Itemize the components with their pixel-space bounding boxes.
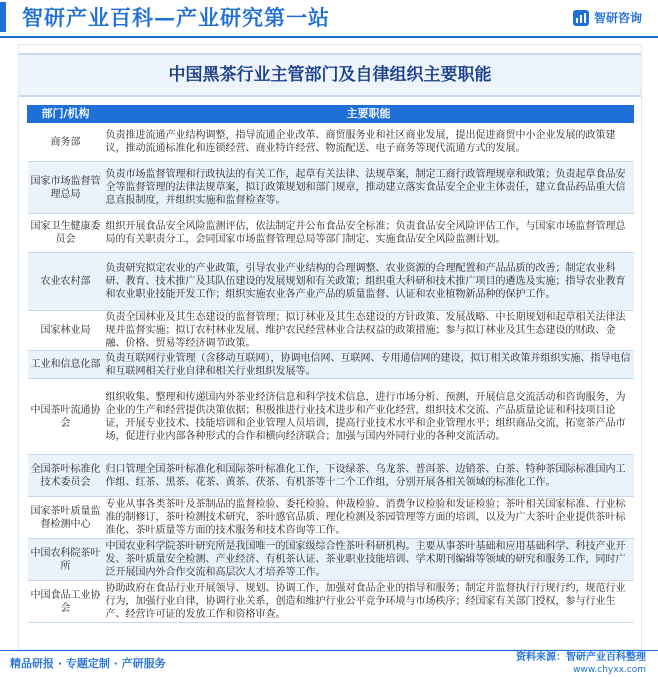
- column-header-duty: 主要职能: [104, 106, 634, 123]
- footer-source: 资料来源：智研产业百科整理: [516, 652, 646, 663]
- brand-logo[interactable]: [572, 8, 642, 28]
- column-header-dept: 部门/机构: [28, 106, 104, 123]
- dept-cell: 国家市场监督管理总局: [28, 162, 104, 214]
- duty-cell: 专业从事各类茶叶及茶制品的监督检验、委托检验、仲裁检验、消费争议检验和发证检验；茶叶相关国家标准、行业标准的制修订，茶叶检测技术研究，茶叶感官品质、理化检测及茶园管理等方面的培训，以及为广大茶叶企业提供茶叶标准化、茶叶质量等方面的技术服务和技术咨询等工作。: [104, 497, 634, 539]
- brand-name: 智研咨询: [593, 11, 642, 25]
- duty-cell: 负责推进流通产业结构调整，指导流通企业改革、商贸服务业和社区商业发展，提出促进商贸中小企业发展的政策建议，推动流通标准化和连锁经营、商业特许经营、物流配送、电子商务等现代流通方式的发展。: [104, 123, 634, 162]
- duty-cell: 负责互联网行业管理（含移动互联网），协调电信网、互联网、专用通信网的建设，拟订相关政策并组织实施、指导电信和互联网相关行业自律和相关行业组织发展等。: [104, 351, 634, 379]
- card-title: 中国黑茶行业主管部门及自律组织主要职能: [19, 53, 641, 97]
- dept-cell: 国家林业局: [28, 311, 104, 351]
- table-row: [28, 581, 634, 623]
- dept-cell: 农业农村部: [28, 253, 104, 311]
- header-title: 智研产业百科—产业研究第一站: [22, 5, 330, 30]
- table-row: [28, 497, 634, 539]
- table-row: [28, 455, 634, 497]
- footer-services: 精品研报 · 专题定制 · 产研服务: [10, 657, 166, 670]
- dept-cell: 国家茶叶质量监督检测中心: [28, 497, 104, 539]
- content-card: [18, 44, 642, 650]
- table-row: [28, 539, 634, 581]
- duty-cell: 中国农业科学院茶叶研究所是我国唯一的国家级综合性茶叶科研机构。主要从事茶叶基础和应用基础科学、科技产业开发、茶叶质量安全检测、产业经济、有机茶认证、茶业职业技能培训、学术期刊编辑等领域的研究和服务工作，同时广泛开展国内外合作交流和高层次人才培养等工作。: [104, 539, 634, 581]
- duty-cell: 组织开展食品安全风险监测评估，依法制定并公布食品安全标准；负责食品安全风险评估工作，与国家市场监督管理总局的有关职责分工，会同国家市场监督管理总局等部门制定、实施食品安全风险监测计划。: [104, 214, 634, 253]
- page-footer: [0, 650, 658, 677]
- dept-cell: 商务部: [28, 123, 104, 162]
- dept-cell: 中国农科院茶叶所: [28, 539, 104, 581]
- table-row: [28, 351, 634, 379]
- dept-cell: 工业和信息化部: [28, 351, 104, 379]
- table-row: [28, 123, 634, 162]
- table-row: [28, 162, 634, 214]
- duty-cell: 负责研究拟定农业的产业政策，引导农业产业结构的合理调整、农业资源的合理配置和产品品质的改善；制定农业科研、教育、技术推广及其队伍建设的发展规划和有关政策；组织重大科研和技术推广项目的遴选及实施；指导农业教育和农业职业技能开发工作；组织实施农业各产业产品的质量监督、认证和农业植物新品种的保护工作。: [104, 253, 634, 311]
- table-row: [28, 379, 634, 455]
- duty-table: [27, 105, 634, 623]
- header-divider: [0, 36, 658, 38]
- dept-cell: 中国食品工业协会: [28, 581, 104, 623]
- duty-cell: 负责全国林业及其生态建设的监督管理；拟订林业及其生态建设的方针政策、发展战略、中长期规划和起草相关法律法规并监督实施；拟订农村林业发展、维护农民经营林业合法权益的政策措施；参与拟订林业及其生态建设的财政、金融、价格、贸易等经济调节政策。: [104, 311, 634, 351]
- page-header: [0, 0, 658, 38]
- header-accent-bar: [0, 2, 6, 32]
- dept-cell: 中国茶叶流通协会: [28, 379, 104, 455]
- duty-cell: 协助政府在食品行业开展领导、规划、协调工作，加强对食品企业的指导和服务；制定并监督执行行规行约，规范行业行为，加强行业自律，协调行业关系，创造和维护行业公平竞争环境与市场秩序；经国家有关部门授权，参与行业生产、经营许可证的发放工作和资格审查。: [104, 581, 634, 623]
- dept-cell: 全国茶叶标准化技术委员会: [28, 455, 104, 497]
- table-row: [28, 253, 634, 311]
- table-row: [28, 311, 634, 351]
- duty-cell: 组织收集、整理和传递国内外茶业经济信息和科学技术信息，进行市场分析、预测，开展信息交流活动和咨询服务，为企业的生产和经营提供决策依据；积极推进行业技术进步和产业化经营，组织技术交流、产品质量论证和科技项目论证，开展专业技术、技能培训和企业管理人员培训，提高行业技术水平和企业管理水平；组织商品交流，拓宽茶产品市场，促进行业内部各种形式的合作和横向经济联合；加强与国内外同行业的各种交流活动。: [104, 379, 634, 455]
- brand-chart-icon: [572, 9, 590, 27]
- dept-cell: 国家卫生健康委员会: [28, 214, 104, 253]
- duty-cell: 归口管理全国茶叶标准化和国际茶叶标准化工作，下设绿茶、乌龙茶、普洱茶、边销茶、白茶、特种茶国际标准国内工作组、红茶、黑茶、花茶、黄茶、茯茶、有机茶等十二个工作组，分别开展各相关领域的标准化工作。: [104, 455, 634, 497]
- duty-cell: 负责市场监督管理和行政执法的有关工作，起草有关法律、法规草案，制定工商行政管理规章和政策；负责起草食品安全等监督管理的法律法规草案，拟订政策规划和部门规章，推动建立落实食品安全企业主体责任，建立食品药品重大信息直报制度，并组织实施和监督检查等。: [104, 162, 634, 214]
- table-header-row: [28, 106, 634, 123]
- footer-url[interactable]: www.chyxx.com: [573, 665, 646, 675]
- table-row: [28, 214, 634, 253]
